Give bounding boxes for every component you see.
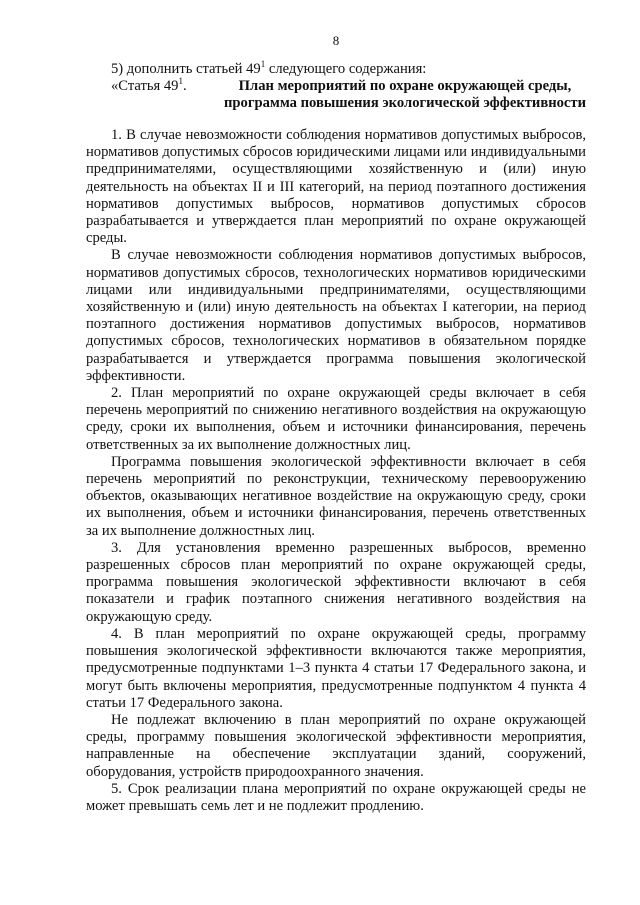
paragraph-3: 2. План мероприятий по охране окружающей среды включает в себя перечень мероприятий по снижению негативного воздействия на окружающую среду, сроки их выполнения, объем и источники финансирования, перечень ответственных за их выполнение должностных лиц. (86, 385, 586, 453)
article-label-before: «Статья 49 (111, 78, 179, 94)
intro-text-before: 5) дополнить статьей 49 (111, 61, 261, 77)
article-number (86, 78, 224, 112)
paragraph-7: Не подлежат включению в план мероприятий по охране окружающей среды, программу повышения экологической эффективности мероприятия, направленные на обеспечение эксплуатации зданий, сооружений, оборудования, устройств природоохранного значения. (86, 711, 586, 780)
paragraph-8: 5. Срок реализации плана мероприятий по охране окружающей среды не может превышать семь лет и не подлежит продлению. (86, 780, 586, 814)
article-title-line-1: План мероприятий по охране окружающей среды, (238, 78, 572, 94)
paragraph-5: 3. Для установления временно разрешенных выбросов, временно разрешенных сбросов план мероприятий по охране окружающей среды, программа повышения экологической эффективности включают в себя показатели и график поэтапного снижения негативного воздействия на окружающую среду. (86, 539, 586, 625)
article-heading (86, 78, 586, 112)
article-label-superscript: 1 (178, 76, 183, 87)
article-title (224, 78, 586, 112)
intro-superscript: 1 (260, 59, 266, 70)
paragraph-4: Программа повышения экологической эффективности включает в себя перечень мероприятий по реконструкции, техническому перевооружению объектов, оказывающих негативное воздействие на окружающую среду, сроки их выполнения, объем и источники финансирования, перечень ответственных за их выполнение должностных лиц. (86, 453, 586, 539)
page-number: 8 (332, 33, 340, 48)
article-label-after: . (182, 78, 187, 94)
intro-text-after: следующего содержания: (265, 61, 427, 77)
article-title-line-2: программа повышения экологической эффективности (224, 95, 586, 111)
paragraph-6: 4. В план мероприятий по охране окружающей среды, программу повышения экологической эффективности включаются также мероприятия, предусмотренные подпунктами 1–3 пункта 4 статьи 17 Федерального закона, и могут быть включены мероприятия, предусмотренные подпунктом 4 пункта 4 статьи 17 Федерального закона. (86, 625, 586, 711)
paragraph-2: В случае невозможности соблюдения нормативов допустимых выбросов, нормативов допустимых сбросов, технологических нормативов юридическими лицами или индивидуальными предпринимателями, осуществляющими хозяйственную и (или) иную деятельность на объектах I категории, на период поэтапного достижения нормативов допустимых выбросов, нормативов допустимых сбросов, технологических нормативов в обязательном порядке разрабатывается и утверждается программа повышения экологической эффективности. (86, 247, 586, 384)
amendment-intro (86, 61, 586, 78)
paragraph-1: 1. В случае невозможности соблюдения нормативов допустимых выбросов, нормативов допустимых сбросов юридическими лицами или индивидуальными предпринимателями, осуществляющими хозяйственную и (или) иную деятельность на объектах II и III категорий, на период поэтапного достижения нормативов допустимых выбросов, нормативов допустимых сбросов разрабатывается и утверждается план мероприятий по охране окружающей среды. (86, 127, 586, 247)
